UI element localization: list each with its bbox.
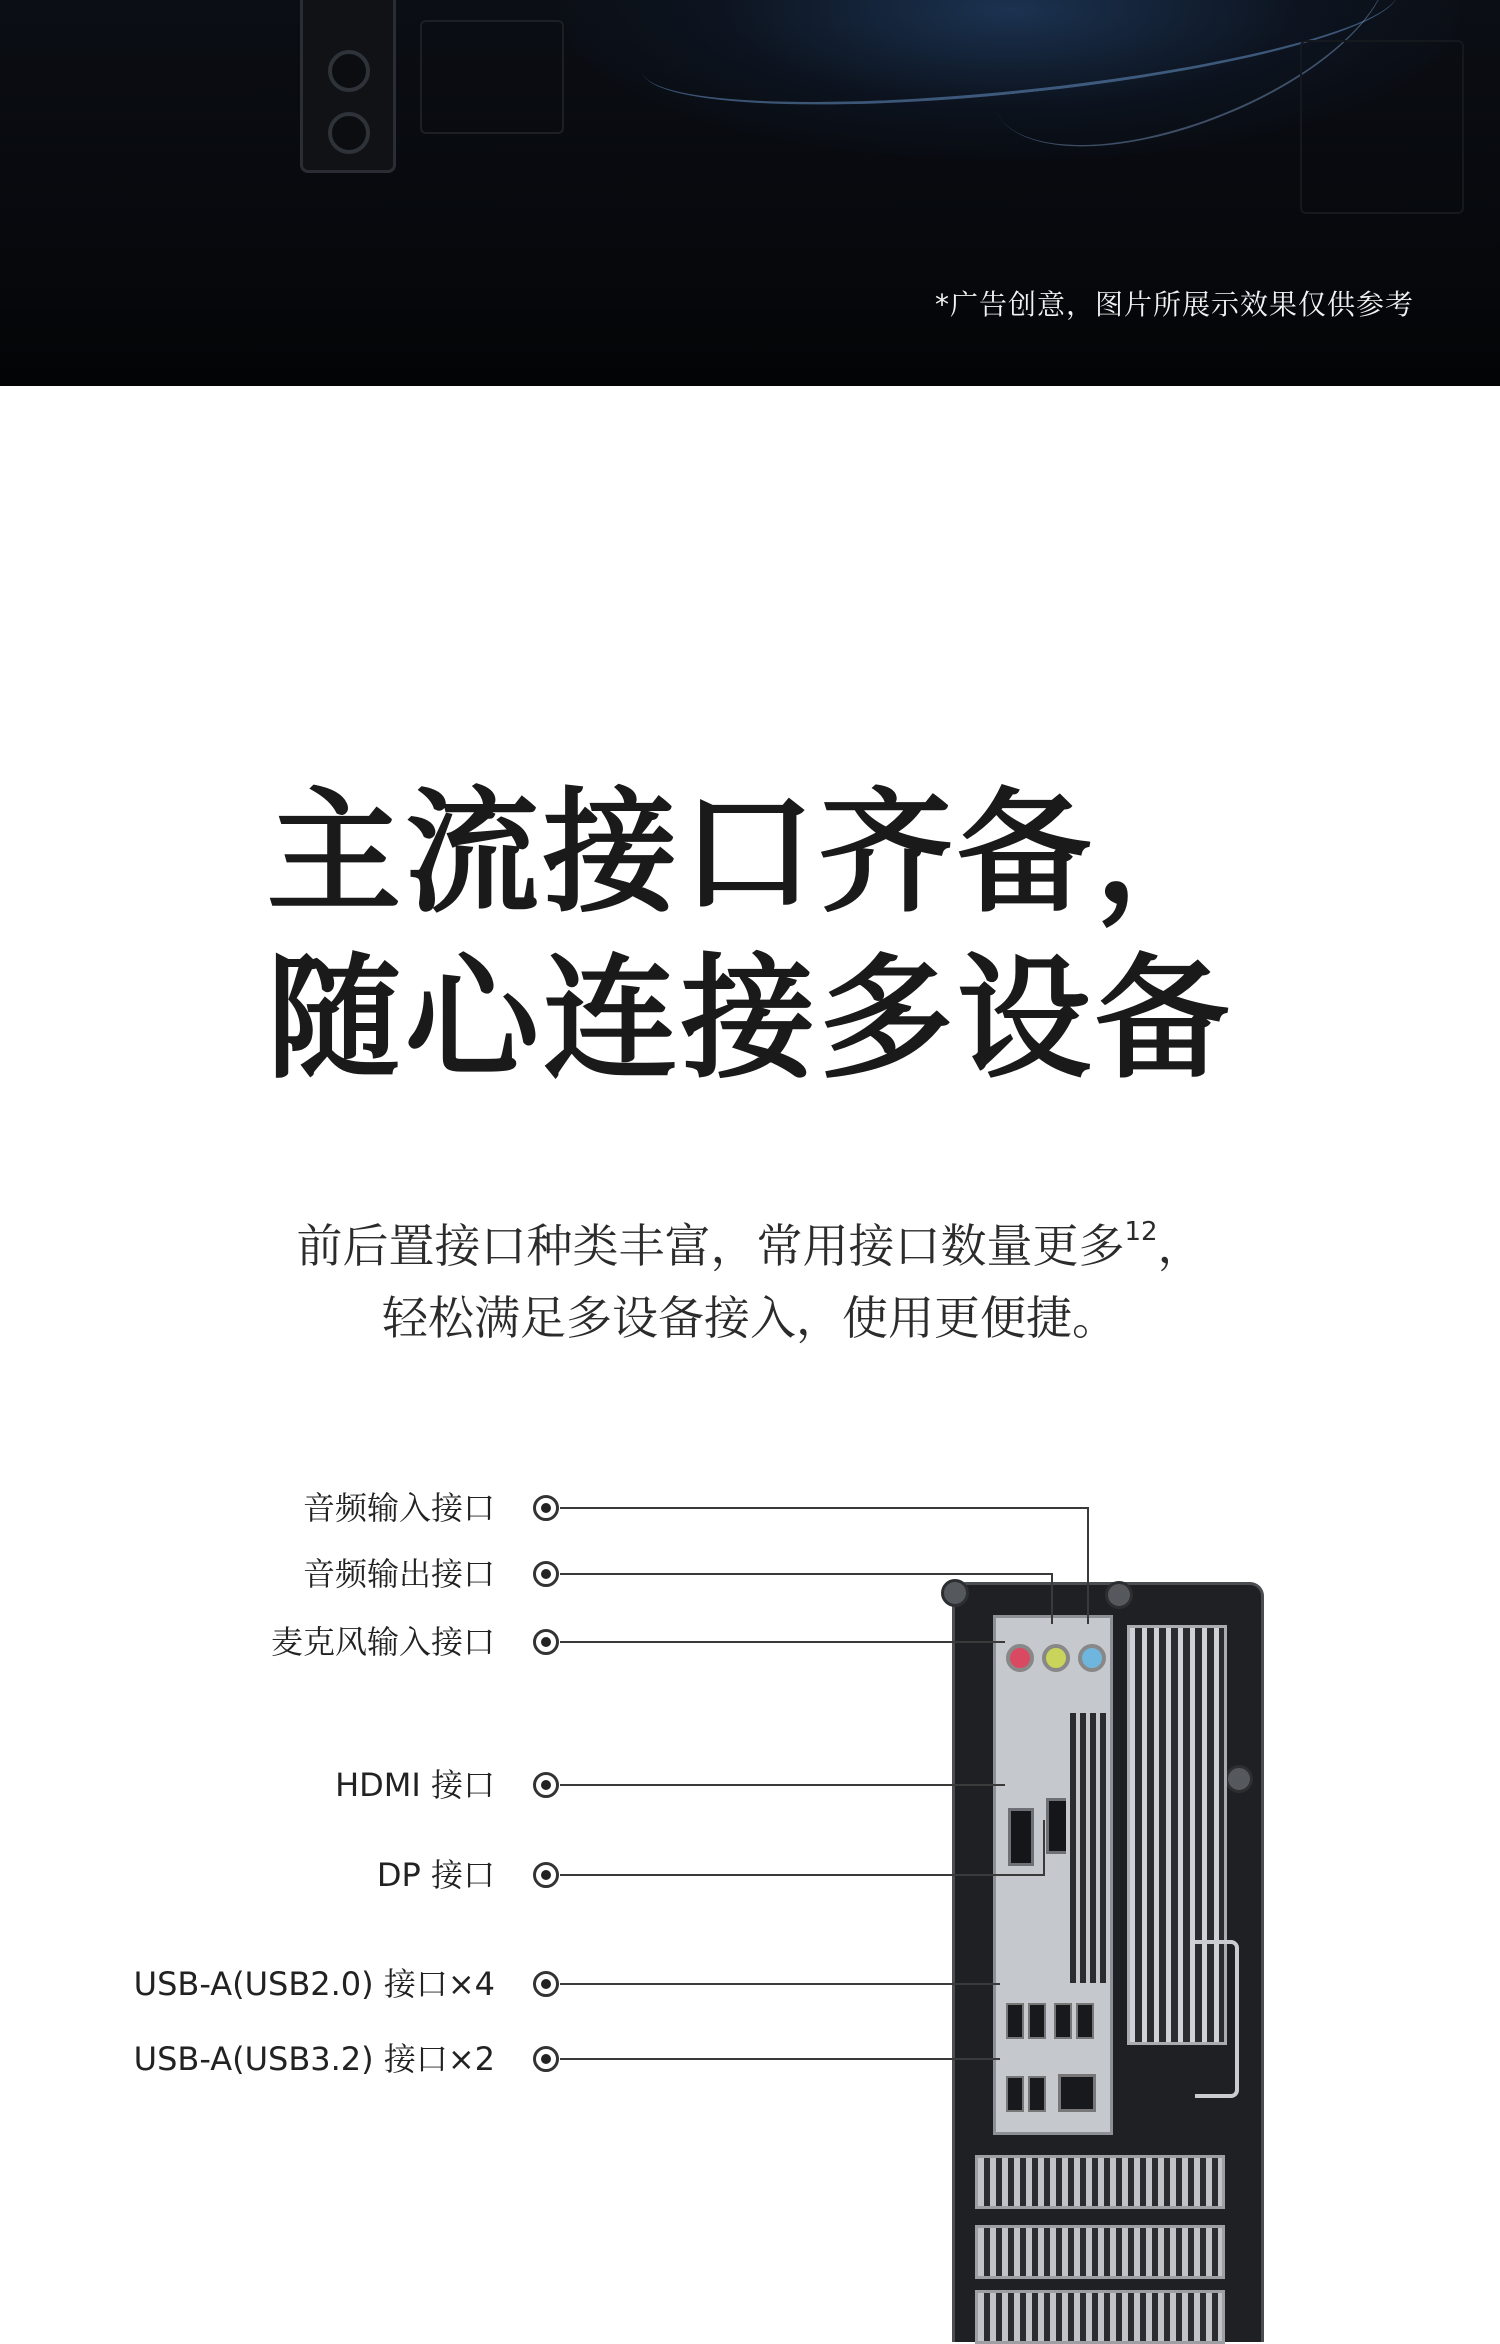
description-line-1-end: ，	[1157, 1219, 1204, 1273]
headline-line-2: 随心连接多设备	[266, 941, 1233, 1097]
headline-line-1: 主流接口齐备，	[266, 775, 1233, 931]
leader-line-dp	[560, 1820, 1044, 1875]
port-label-audio-out: 音频输出接口	[302, 1555, 495, 1593]
ad-disclaimer: *广告创意，图片所展示效果仅供参考	[934, 288, 1414, 321]
port-label-dp: DP 接口	[376, 1856, 495, 1894]
footnote-ref: 12	[1124, 1217, 1158, 1247]
port-label-usb3: USB-A(USB3.2) 接口×2	[133, 2040, 495, 2078]
port-label-usb2: USB-A(USB2.0) 接口×4	[133, 1965, 495, 2003]
leader-line-audio-in	[560, 1508, 1088, 1624]
port-label-mic-in: 麦克风输入接口	[270, 1623, 495, 1661]
description-line-1-text: 前后置接口种类丰富，常用接口数量更多	[296, 1219, 1125, 1273]
leader-line-audio-out	[560, 1574, 1052, 1624]
port-label-hdmi: HDMI 接口	[335, 1766, 495, 1804]
description-line-2: 轻松满足多设备接入，使用更便捷。	[382, 1291, 1118, 1345]
port-label-audio-in: 音频输入接口	[302, 1489, 495, 1527]
